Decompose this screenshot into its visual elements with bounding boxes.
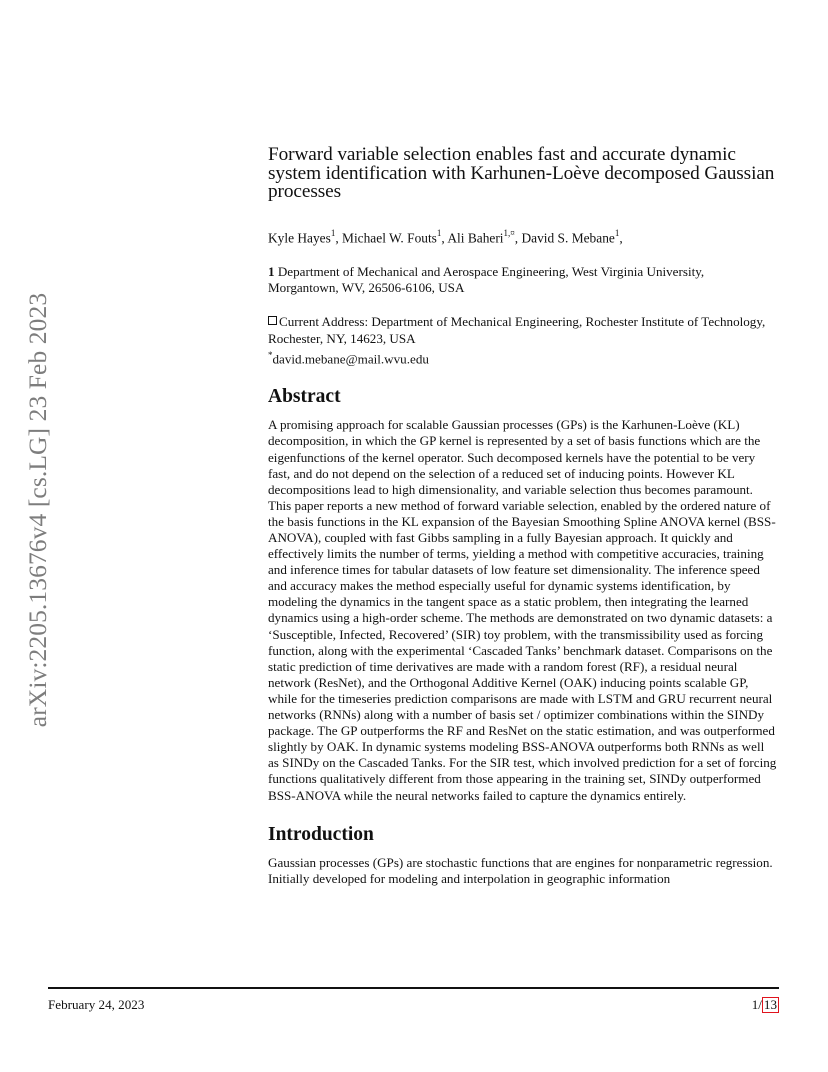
currency-square-icon <box>268 316 277 325</box>
current-address-block <box>268 314 778 367</box>
introduction-text: Gaussian processes (GPs) are stochastic functions that are engines for nonparametric regression. Initially developed for modeling and interpolation in geographic information <box>268 854 773 886</box>
author-name: Ali Baheri <box>447 229 504 245</box>
author-list: Kyle Hayes$^1$, Michael W. Fouts$^1$, Ali Baheri$^{1,¤}$, David S. Mebane$^1$, <box>268 227 623 245</box>
footer-page-number <box>752 997 779 1013</box>
current-address <box>268 314 778 346</box>
paper-title: Forward variable selection enables fast and accurate dynamic system identification with Karhunen-Loève decomposed Gaussian processes <box>268 144 775 202</box>
total-pages-link[interactable]: 13 <box>763 997 777 1012</box>
author-name: Michael W. Fouts <box>342 229 437 245</box>
corresponding-email <box>268 347 778 368</box>
author-affiliation-marker: 1,¤ <box>503 227 515 238</box>
abstract-text: A promising approach for scalable Gaussian processes (GPs) is the Karhunen-Loève (KL) decomposition, in which the GP kernel is represented by a set of basis functions which are the eigenfunctions of the kernel operator. Such decomposed kernels have the potential to be very fast, and do not depend on the selection of a reduced set of inducing points. However KL decompositions lead to high dimensionality, and variable selection thus becomes paramount. This paper reports a new method of forward variable selection, enabled by the ordered nature of the basis functions in the KL expansion of the Bayesian Smoothing Spline ANOVA kernel (BSS-ANOVA), coupled with fast Gibbs sampling in a fully Bayesian approach. It quickly and effectively limits the number of terms, yielding a method with competitive accuracies, training and inference times for tabular datasets of low feature set dimensionality. The inference speed and accuracy makes the method especially useful for dynamic systems identification, by modeling the dynamics in the tangent space as a static problem, then integrating the learned dynamics using a high-order scheme. The methods are demonstrated on two dynamic datasets: a ‘Susceptible, Infected, Recovered’ (SIR) toy problem, with the transmissibility used as forcing function, along with the experimental ‘Cascaded Tanks’ benchmark dataset. Comparisons on the static prediction of time derivatives are made with a random forest (RF), a residual neural network (ResNet), and the Orthogonal Additive Kernel (OAK) inducing points scalable GP, while for the timeseries prediction comparisons are made with LSTM and GRU recurrent neural networks (RNNs) along with a number of basis set / optimizer combinations within the SINDy package. The GP outperforms the RF and ResNet on the static estimation, and was outperformed slightly by OAK. In dynamic systems modeling BSS-ANOVA outperforms both RNNs as well as SINDy on the Cascaded Tanks. For the SIR test, which involved prediction for a set of forcing functions qualitatively different from those appearing in the training set, SINDy outperformed BSS-ANOVA while the neural networks failed to capture the dynamics entirely. <box>268 417 777 803</box>
affiliation-text: Department of Mechanical and Aerospace Engineering, West Virginia University, Morgantown, WV, 26506-6106, USA <box>268 263 705 296</box>
author-affiliation-marker: 1 <box>330 227 336 238</box>
author-name: David S. Mebane <box>521 229 615 245</box>
email-address[interactable]: david.mebane@mail.wvu.edu <box>272 351 429 367</box>
author-affiliation-marker: 1 <box>614 227 620 238</box>
current-page: 1/ <box>751 997 762 1012</box>
main-column <box>268 146 778 887</box>
introduction-heading: Introduction <box>268 823 374 845</box>
arxiv-identifier: arXiv:2205.13676v4 [cs.LG] 23 Feb 2023 <box>23 292 52 728</box>
email-marker: * <box>268 349 273 360</box>
current-address-text: Current Address: Department of Mechanical Engineering, Rochester Institute of Technology, Rochester, NY, 14623, USA <box>268 314 766 346</box>
author-name: Kyle Hayes <box>268 229 331 245</box>
author-affiliation-marker: 1 <box>436 227 442 238</box>
abstract-heading: Abstract <box>268 386 341 408</box>
affiliation <box>268 264 778 296</box>
footer-divider <box>48 987 779 989</box>
affiliation-number: 1 <box>268 263 275 279</box>
footer-date: February 24, 2023 <box>48 997 145 1012</box>
